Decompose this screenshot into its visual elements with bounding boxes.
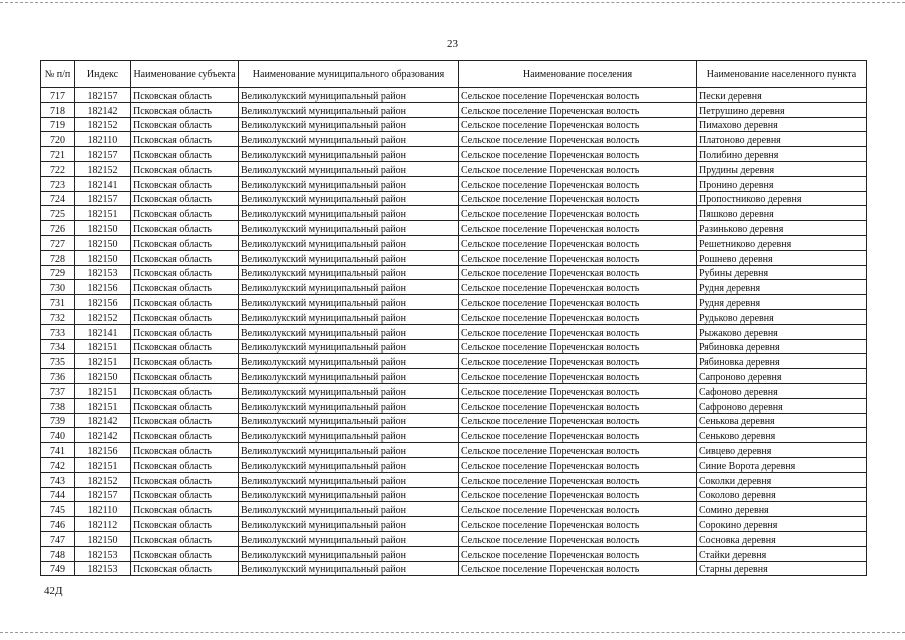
cell-municipality: Великолукский муниципальный район bbox=[239, 369, 459, 384]
cell-index: 182156 bbox=[75, 280, 131, 295]
cell-municipality: Великолукский муниципальный район bbox=[239, 546, 459, 561]
table-row bbox=[41, 561, 867, 576]
table-row bbox=[41, 472, 867, 487]
cell-num: 722 bbox=[41, 161, 75, 176]
table-row bbox=[41, 443, 867, 458]
cell-subject: Псковская область bbox=[131, 161, 239, 176]
cell-settlement: Сельское поселение Пореченская волость bbox=[459, 561, 697, 576]
cell-num: 731 bbox=[41, 295, 75, 310]
cell-settlement: Сельское поселение Пореченская волость bbox=[459, 117, 697, 132]
cell-locality: Рыжаково деревня bbox=[697, 324, 867, 339]
cell-locality: Петрушино деревня bbox=[697, 102, 867, 117]
cell-municipality: Великолукский муниципальный район bbox=[239, 354, 459, 369]
table-row bbox=[41, 369, 867, 384]
cell-subject: Псковская область bbox=[131, 354, 239, 369]
cell-num: 740 bbox=[41, 428, 75, 443]
cell-index: 182141 bbox=[75, 324, 131, 339]
cell-subject: Псковская область bbox=[131, 235, 239, 250]
cell-index: 182151 bbox=[75, 398, 131, 413]
cell-municipality: Великолукский муниципальный район bbox=[239, 191, 459, 206]
table-header bbox=[41, 61, 867, 88]
header-settlement: Наименование поселения bbox=[459, 61, 697, 88]
table-row bbox=[41, 102, 867, 117]
table-row bbox=[41, 206, 867, 221]
cell-num: 729 bbox=[41, 265, 75, 280]
cell-locality: Сеньково деревня bbox=[697, 428, 867, 443]
cell-settlement: Сельское поселение Пореченская волость bbox=[459, 487, 697, 502]
cell-index: 182150 bbox=[75, 531, 131, 546]
cell-num: 732 bbox=[41, 309, 75, 324]
cell-municipality: Великолукский муниципальный район bbox=[239, 457, 459, 472]
cell-settlement: Сельское поселение Пореченская волость bbox=[459, 324, 697, 339]
cell-index: 182153 bbox=[75, 561, 131, 576]
cell-municipality: Великолукский муниципальный район bbox=[239, 161, 459, 176]
cell-locality: Пески деревня bbox=[697, 88, 867, 103]
cell-settlement: Сельское поселение Пореченская волость bbox=[459, 147, 697, 162]
cell-subject: Псковская область bbox=[131, 88, 239, 103]
cell-municipality: Великолукский муниципальный район bbox=[239, 561, 459, 576]
cell-locality: Пронино деревня bbox=[697, 176, 867, 191]
cell-locality: Синие Ворота деревня bbox=[697, 457, 867, 472]
cell-index: 182157 bbox=[75, 147, 131, 162]
table-row bbox=[41, 295, 867, 310]
header-row bbox=[41, 61, 867, 88]
cell-subject: Псковская область bbox=[131, 487, 239, 502]
cell-locality: Рудня деревня bbox=[697, 280, 867, 295]
cell-locality: Рошнево деревня bbox=[697, 250, 867, 265]
table-row bbox=[41, 250, 867, 265]
cell-settlement: Сельское поселение Пореченская волость bbox=[459, 339, 697, 354]
cell-locality: Стайки деревня bbox=[697, 546, 867, 561]
cell-index: 182151 bbox=[75, 339, 131, 354]
cell-num: 744 bbox=[41, 487, 75, 502]
cell-num: 745 bbox=[41, 502, 75, 517]
cell-subject: Псковская область bbox=[131, 413, 239, 428]
cell-municipality: Великолукский муниципальный район bbox=[239, 324, 459, 339]
cell-settlement: Сельское поселение Пореченская волость bbox=[459, 354, 697, 369]
cell-settlement: Сельское поселение Пореченская волость bbox=[459, 457, 697, 472]
cell-num: 724 bbox=[41, 191, 75, 206]
cell-index: 182112 bbox=[75, 517, 131, 532]
header-locality: Наименование населенного пункта bbox=[697, 61, 867, 88]
cell-municipality: Великолукский муниципальный район bbox=[239, 383, 459, 398]
cell-settlement: Сельское поселение Пореченская волость bbox=[459, 176, 697, 191]
cell-municipality: Великолукский муниципальный район bbox=[239, 132, 459, 147]
cell-subject: Псковская область bbox=[131, 250, 239, 265]
cell-subject: Псковская область bbox=[131, 309, 239, 324]
cell-subject: Псковская область bbox=[131, 531, 239, 546]
cell-subject: Псковская область bbox=[131, 206, 239, 221]
cell-locality: Пропостниково деревня bbox=[697, 191, 867, 206]
cell-locality: Решетниково деревня bbox=[697, 235, 867, 250]
cell-index: 182151 bbox=[75, 206, 131, 221]
cell-index: 182156 bbox=[75, 443, 131, 458]
cell-settlement: Сельское поселение Пореченская волость bbox=[459, 428, 697, 443]
cell-subject: Псковская область bbox=[131, 324, 239, 339]
table-row bbox=[41, 383, 867, 398]
cell-locality: Сафоново деревня bbox=[697, 383, 867, 398]
cell-subject: Псковская область bbox=[131, 517, 239, 532]
cell-settlement: Сельское поселение Пореченская волость bbox=[459, 413, 697, 428]
cell-municipality: Великолукский муниципальный район bbox=[239, 147, 459, 162]
cell-settlement: Сельское поселение Пореченская волость bbox=[459, 546, 697, 561]
table-row bbox=[41, 457, 867, 472]
cell-settlement: Сельское поселение Пореченская волость bbox=[459, 265, 697, 280]
cell-subject: Псковская область bbox=[131, 221, 239, 236]
cell-locality: Сафроново деревня bbox=[697, 398, 867, 413]
cell-municipality: Великолукский муниципальный район bbox=[239, 309, 459, 324]
cell-subject: Псковская область bbox=[131, 398, 239, 413]
cell-settlement: Сельское поселение Пореченская волость bbox=[459, 502, 697, 517]
table-row bbox=[41, 502, 867, 517]
cell-locality: Рябиновка деревня bbox=[697, 339, 867, 354]
cell-municipality: Великолукский муниципальный район bbox=[239, 102, 459, 117]
cell-settlement: Сельское поселение Пореченская волость bbox=[459, 221, 697, 236]
cell-index: 182152 bbox=[75, 117, 131, 132]
cell-municipality: Великолукский муниципальный район bbox=[239, 265, 459, 280]
cell-subject: Псковская область bbox=[131, 147, 239, 162]
cell-settlement: Сельское поселение Пореченская волость bbox=[459, 191, 697, 206]
cell-subject: Псковская область bbox=[131, 176, 239, 191]
cell-municipality: Великолукский муниципальный район bbox=[239, 413, 459, 428]
table-row bbox=[41, 117, 867, 132]
cell-settlement: Сельское поселение Пореченская волость bbox=[459, 369, 697, 384]
cell-num: 748 bbox=[41, 546, 75, 561]
table-row bbox=[41, 161, 867, 176]
cell-locality: Соколово деревня bbox=[697, 487, 867, 502]
cell-index: 182110 bbox=[75, 502, 131, 517]
table-row bbox=[41, 280, 867, 295]
cell-num: 730 bbox=[41, 280, 75, 295]
cell-num: 735 bbox=[41, 354, 75, 369]
cell-subject: Псковская область bbox=[131, 265, 239, 280]
cell-municipality: Великолукский муниципальный район bbox=[239, 398, 459, 413]
cell-locality: Платоново деревня bbox=[697, 132, 867, 147]
cell-num: 743 bbox=[41, 472, 75, 487]
cell-municipality: Великолукский муниципальный район bbox=[239, 443, 459, 458]
cell-settlement: Сельское поселение Пореченская волость bbox=[459, 443, 697, 458]
cell-settlement: Сельское поселение Пореченская волость bbox=[459, 295, 697, 310]
cell-subject: Псковская область bbox=[131, 191, 239, 206]
cell-locality: Сенькова деревня bbox=[697, 413, 867, 428]
cell-index: 182152 bbox=[75, 309, 131, 324]
cell-locality: Сивцево деревня bbox=[697, 443, 867, 458]
bottom-scan-rule bbox=[0, 632, 905, 634]
cell-index: 182142 bbox=[75, 428, 131, 443]
cell-num: 728 bbox=[41, 250, 75, 265]
header-subject: Наименование субъекта bbox=[131, 61, 239, 88]
cell-locality: Пяшково деревня bbox=[697, 206, 867, 221]
table-row bbox=[41, 428, 867, 443]
cell-index: 182142 bbox=[75, 413, 131, 428]
cell-settlement: Сельское поселение Пореченская волость bbox=[459, 102, 697, 117]
cell-index: 182142 bbox=[75, 102, 131, 117]
cell-settlement: Сельское поселение Пореченская волость bbox=[459, 383, 697, 398]
cell-subject: Псковская область bbox=[131, 339, 239, 354]
cell-index: 182141 bbox=[75, 176, 131, 191]
top-scan-rule bbox=[0, 2, 905, 4]
cell-num: 747 bbox=[41, 531, 75, 546]
cell-subject: Псковская область bbox=[131, 295, 239, 310]
cell-index: 182156 bbox=[75, 295, 131, 310]
cell-municipality: Великолукский муниципальный район bbox=[239, 221, 459, 236]
cell-settlement: Сельское поселение Пореченская волость bbox=[459, 398, 697, 413]
table-row bbox=[41, 221, 867, 236]
cell-num: 719 bbox=[41, 117, 75, 132]
table-row bbox=[41, 339, 867, 354]
cell-municipality: Великолукский муниципальный район bbox=[239, 235, 459, 250]
header-municipality: Наименование муниципального образования bbox=[239, 61, 459, 88]
cell-num: 733 bbox=[41, 324, 75, 339]
cell-locality: Старны деревня bbox=[697, 561, 867, 576]
cell-num: 741 bbox=[41, 443, 75, 458]
cell-subject: Псковская область bbox=[131, 117, 239, 132]
cell-num: 721 bbox=[41, 147, 75, 162]
table-row bbox=[41, 398, 867, 413]
cell-index: 182150 bbox=[75, 369, 131, 384]
cell-municipality: Великолукский муниципальный район bbox=[239, 295, 459, 310]
cell-index: 182152 bbox=[75, 161, 131, 176]
cell-locality: Сосновка деревня bbox=[697, 531, 867, 546]
cell-locality: Прудины деревня bbox=[697, 161, 867, 176]
cell-municipality: Великолукский муниципальный район bbox=[239, 117, 459, 132]
cell-num: 727 bbox=[41, 235, 75, 250]
cell-settlement: Сельское поселение Пореченская волость bbox=[459, 161, 697, 176]
cell-subject: Псковская область bbox=[131, 502, 239, 517]
cell-municipality: Великолукский муниципальный район bbox=[239, 250, 459, 265]
cell-num: 720 bbox=[41, 132, 75, 147]
cell-locality: Разиньково деревня bbox=[697, 221, 867, 236]
cell-settlement: Сельское поселение Пореченская волость bbox=[459, 235, 697, 250]
cell-municipality: Великолукский муниципальный район bbox=[239, 339, 459, 354]
cell-subject: Псковская область bbox=[131, 457, 239, 472]
cell-subject: Псковская область bbox=[131, 383, 239, 398]
header-num: № п/п bbox=[41, 61, 75, 88]
cell-index: 182151 bbox=[75, 354, 131, 369]
cell-municipality: Великолукский муниципальный район bbox=[239, 428, 459, 443]
cell-subject: Псковская область bbox=[131, 102, 239, 117]
cell-municipality: Великолукский муниципальный район bbox=[239, 472, 459, 487]
cell-num: 723 bbox=[41, 176, 75, 191]
table-body bbox=[41, 88, 867, 576]
cell-index: 182150 bbox=[75, 221, 131, 236]
cell-index: 182157 bbox=[75, 88, 131, 103]
cell-index: 182151 bbox=[75, 457, 131, 472]
cell-settlement: Сельское поселение Пореченская волость bbox=[459, 88, 697, 103]
cell-index: 182157 bbox=[75, 487, 131, 502]
cell-num: 737 bbox=[41, 383, 75, 398]
cell-subject: Псковская область bbox=[131, 280, 239, 295]
cell-index: 182150 bbox=[75, 250, 131, 265]
table-row bbox=[41, 265, 867, 280]
cell-index: 182110 bbox=[75, 132, 131, 147]
cell-num: 726 bbox=[41, 221, 75, 236]
table-row bbox=[41, 309, 867, 324]
cell-locality: Рудня деревня bbox=[697, 295, 867, 310]
footer-code: 42Д bbox=[44, 585, 63, 597]
table-row bbox=[41, 517, 867, 532]
cell-locality: Сомино деревня bbox=[697, 502, 867, 517]
cell-municipality: Великолукский муниципальный район bbox=[239, 502, 459, 517]
table-row bbox=[41, 88, 867, 103]
cell-index: 182157 bbox=[75, 191, 131, 206]
page-number: 23 bbox=[447, 38, 458, 50]
cell-locality: Пимахово деревня bbox=[697, 117, 867, 132]
cell-num: 742 bbox=[41, 457, 75, 472]
cell-municipality: Великолукский муниципальный район bbox=[239, 280, 459, 295]
cell-locality: Рябиновка деревня bbox=[697, 354, 867, 369]
cell-subject: Псковская область bbox=[131, 369, 239, 384]
cell-settlement: Сельское поселение Пореченская волость bbox=[459, 472, 697, 487]
cell-index: 182152 bbox=[75, 472, 131, 487]
cell-settlement: Сельское поселение Пореченская волость bbox=[459, 280, 697, 295]
cell-subject: Псковская область bbox=[131, 132, 239, 147]
table-row bbox=[41, 531, 867, 546]
table-row bbox=[41, 191, 867, 206]
table-row bbox=[41, 132, 867, 147]
cell-locality: Сапроново деревня bbox=[697, 369, 867, 384]
cell-index: 182151 bbox=[75, 383, 131, 398]
cell-locality: Соколки деревня bbox=[697, 472, 867, 487]
cell-settlement: Сельское поселение Пореченская волость bbox=[459, 531, 697, 546]
cell-settlement: Сельское поселение Пореченская волость bbox=[459, 206, 697, 221]
cell-num: 734 bbox=[41, 339, 75, 354]
cell-num: 738 bbox=[41, 398, 75, 413]
cell-subject: Псковская область bbox=[131, 472, 239, 487]
cell-num: 739 bbox=[41, 413, 75, 428]
cell-settlement: Сельское поселение Пореченская волость bbox=[459, 517, 697, 532]
cell-municipality: Великолукский муниципальный район bbox=[239, 206, 459, 221]
header-index: Индекс bbox=[75, 61, 131, 88]
cell-num: 725 bbox=[41, 206, 75, 221]
cell-subject: Псковская область bbox=[131, 546, 239, 561]
cell-index: 182153 bbox=[75, 265, 131, 280]
cell-settlement: Сельское поселение Пореченская волость bbox=[459, 250, 697, 265]
table-row bbox=[41, 546, 867, 561]
cell-index: 182150 bbox=[75, 235, 131, 250]
cell-index: 182153 bbox=[75, 546, 131, 561]
cell-settlement: Сельское поселение Пореченская волость bbox=[459, 309, 697, 324]
cell-num: 717 bbox=[41, 88, 75, 103]
cell-locality: Рубины деревня bbox=[697, 265, 867, 280]
cell-settlement: Сельское поселение Пореченская волость bbox=[459, 132, 697, 147]
table-row bbox=[41, 354, 867, 369]
cell-locality: Сорокино деревня bbox=[697, 517, 867, 532]
cell-municipality: Великолукский муниципальный район bbox=[239, 88, 459, 103]
table-row bbox=[41, 324, 867, 339]
cell-subject: Псковская область bbox=[131, 428, 239, 443]
cell-num: 718 bbox=[41, 102, 75, 117]
cell-municipality: Великолукский муниципальный район bbox=[239, 487, 459, 502]
cell-num: 746 bbox=[41, 517, 75, 532]
table-row bbox=[41, 147, 867, 162]
cell-locality: Полибино деревня bbox=[697, 147, 867, 162]
table-row bbox=[41, 176, 867, 191]
cell-num: 736 bbox=[41, 369, 75, 384]
cell-subject: Псковская область bbox=[131, 443, 239, 458]
cell-municipality: Великолукский муниципальный район bbox=[239, 176, 459, 191]
localities-table bbox=[40, 60, 867, 576]
cell-municipality: Великолукский муниципальный район bbox=[239, 517, 459, 532]
cell-num: 749 bbox=[41, 561, 75, 576]
cell-locality: Рудьково деревня bbox=[697, 309, 867, 324]
cell-subject: Псковская область bbox=[131, 561, 239, 576]
table-row bbox=[41, 487, 867, 502]
table-row bbox=[41, 413, 867, 428]
table-row bbox=[41, 235, 867, 250]
cell-municipality: Великолукский муниципальный район bbox=[239, 531, 459, 546]
